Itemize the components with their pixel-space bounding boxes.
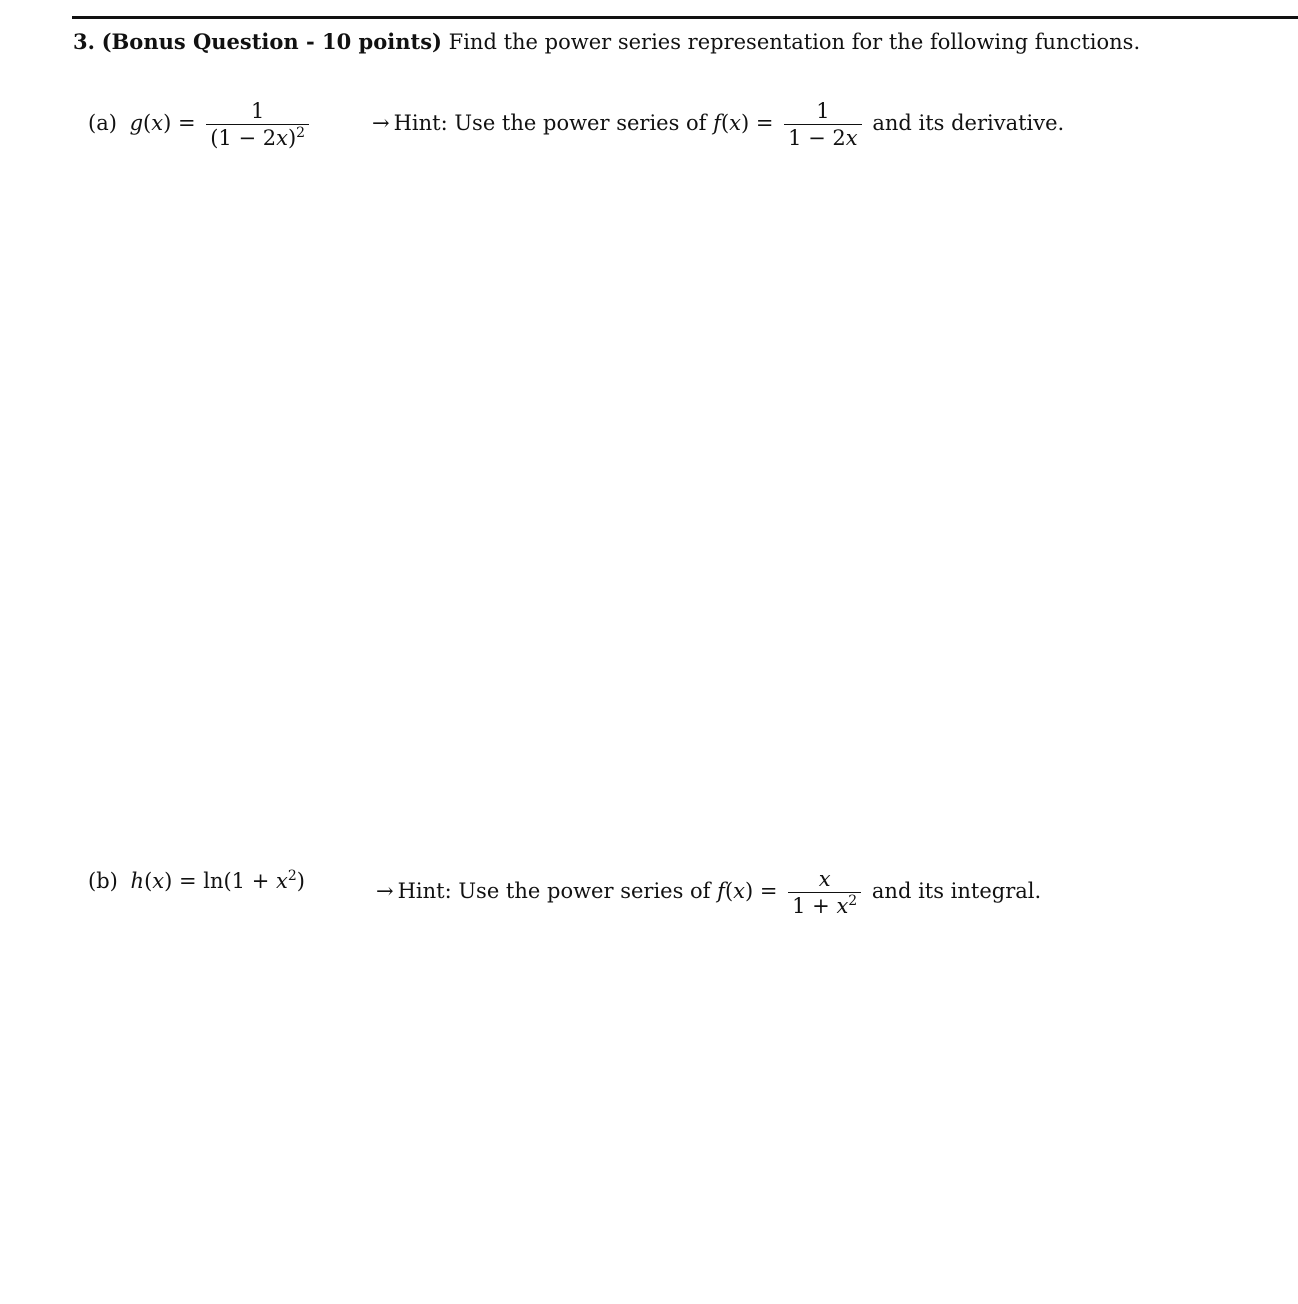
part-a-hint: → Hint: Use the power series of f(x) = $\frac{1}{1 - 2x}$ and its derivative. — [372, 99, 1065, 150]
part-b-hint-fraction — [788, 868, 861, 917]
part-a-label: (a) — [88, 111, 117, 135]
part-b-var: x — [152, 869, 165, 893]
part-a-func-name: g — [129, 111, 144, 135]
part-b-hint-prefix: Hint: Use the power series of — [397, 879, 711, 903]
part-b-label: (b) — [88, 869, 118, 893]
part-b-hint-arrow-icon: → — [376, 879, 394, 903]
part-b-function: (b) $h(x) = \ln(1 + x^2)$ — [88, 868, 305, 893]
part-a-hint-fraction — [784, 100, 862, 149]
part-a-hint-prefix: Hint: Use the power series of — [393, 111, 707, 135]
part-a-function: (a) g(x) = $\frac{1}{(1 - 2x)^2}$ — [88, 100, 313, 149]
question-title: (Bonus Question - 10 points) — [101, 29, 442, 54]
part-b-expression: $\ln(1 + x^2)$ — [203, 868, 305, 893]
part-b-func-name: h — [130, 869, 145, 893]
part-a-hint-arrow-icon: → — [372, 111, 390, 135]
part-a-denominator: $(1 - 2x)^2$ — [206, 124, 309, 149]
part-b-hint-suffix: and its integral. — [871, 879, 1042, 903]
part-a-hint-numerator: 1 — [816, 99, 830, 123]
top-rule — [72, 16, 1298, 19]
question-number: 3. — [73, 29, 95, 54]
question-prompt: Find the power series representation for the following functions. — [448, 30, 1141, 54]
question-header — [73, 29, 1140, 55]
part-a-fraction — [206, 100, 309, 149]
part-b-hint-var: x — [733, 879, 745, 903]
part-b-hint-denominator: $1 + x^2$ — [788, 892, 861, 917]
part-b-hint-numerator: x — [818, 867, 831, 891]
part-a-hint-func-name: f — [713, 111, 721, 135]
part-a-hint-suffix: and its derivative. — [872, 111, 1065, 135]
part-a-numerator: 1 — [250, 99, 265, 123]
part-b-hint-func-name: f — [717, 879, 725, 903]
part-a-hint-var: x — [729, 111, 741, 135]
part-a-hint-denominator: 1 − 2x — [784, 124, 862, 149]
part-a-var: x — [151, 111, 164, 135]
part-b-hint: → Hint: Use the power series of f(x) = $\frac{x}{1 + x^2}$ and its integral. — [376, 867, 1042, 918]
